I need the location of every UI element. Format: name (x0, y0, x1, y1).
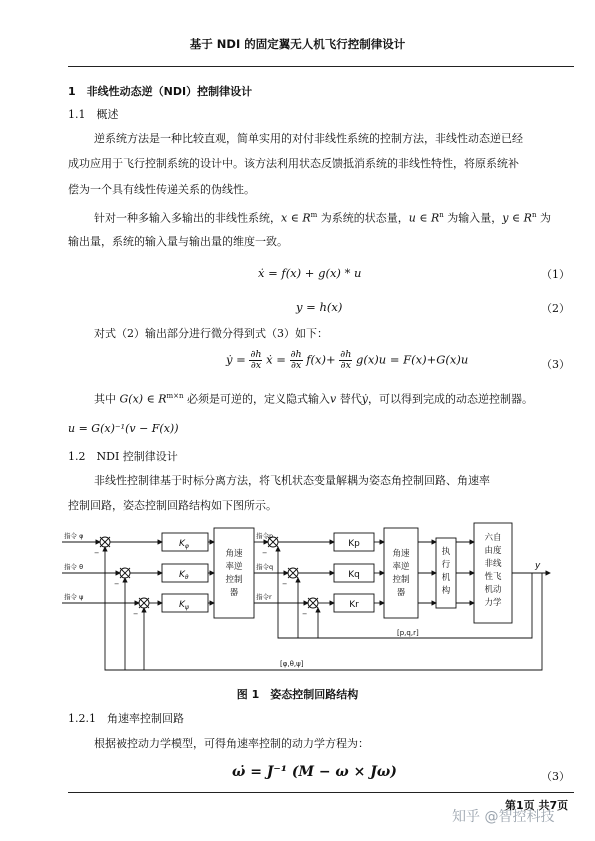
ctrl2-line2: 率逆 (392, 562, 410, 572)
page-number: 第1页 共7页 (505, 799, 569, 812)
eq3-frac2-den: ∂x (290, 360, 302, 371)
gain-k-psi-label: $K_\psi$ (179, 600, 189, 611)
minus-phi: − (94, 549, 100, 557)
eq3-lhs: ẏ = (226, 352, 246, 367)
G-domain: G(x) ∈ R (119, 392, 167, 406)
para1-line3: 偿为一个具有线性传递关系的伪线性。 (68, 183, 255, 196)
eq3-frac1-den: ∂x (250, 360, 262, 371)
ctrl1-line3: 控制 (225, 575, 243, 585)
cmd-r-label: 指令r (256, 593, 272, 601)
eq3-frac2-num: ∂h (290, 349, 302, 360)
v-symbol: v (330, 392, 337, 406)
ctrl1-line1: 角速 (225, 549, 243, 559)
dynamics-line1: 六自 (484, 533, 502, 543)
equation-1-number: （1） (541, 268, 570, 281)
dynamics-line5: 机动 (484, 585, 502, 595)
eq3-fraction-2 (290, 350, 303, 371)
y-domain: y ∈ R (502, 211, 532, 225)
section-1-heading: 1 非线性动态逆（NDI）控制律设计 (68, 85, 253, 98)
para4-text-b: 必须是可逆的，定义隐式输入 (187, 392, 331, 406)
section-1-2-1-heading: 1.2.1 角速率控制回路 (68, 712, 184, 725)
gain-kr-label: Kr (349, 600, 359, 610)
control-loop-diagram (62, 520, 552, 678)
ydot-symbol: ẏ (361, 392, 368, 406)
dynamics-line4: 性飞 (484, 572, 502, 582)
cmd-psi-label: 指令 ψ (64, 593, 84, 601)
para4-text-a: 其中 (94, 392, 116, 406)
eq3-mid1: ẋ = (266, 352, 286, 367)
eq3-frac3-den: ∂x (340, 360, 351, 371)
gain-kp-label: Kp (348, 539, 360, 549)
cmd-p-label: 指令p (256, 532, 274, 540)
eq3-fraction-1 (249, 350, 262, 371)
u-domain: u ∈ R (408, 211, 440, 225)
output-y-label: y (535, 561, 541, 571)
gain-k-phi-label: $K_\varphi$ (179, 539, 189, 550)
equation-3 (226, 350, 468, 371)
ctrl2-line1: 角速 (392, 549, 410, 559)
para3: 对式（2）输出部分进行微分得到式（3）如下： (94, 327, 328, 340)
actuator-line1: 执 (441, 547, 451, 557)
rate-inverse-controller-2-box (384, 528, 418, 618)
dynamics-line3: 非线 (484, 559, 502, 569)
dynamics-line2: 由度 (484, 546, 502, 556)
ctrl2-line3: 控制 (392, 575, 410, 585)
para2-text-c: 为输入量， (447, 211, 503, 225)
ctrl1-line4: 器 (229, 588, 239, 598)
running-header: 基于 NDI 的固定翼无人机飞行控制律设计 (189, 37, 406, 51)
para1-line2: 成功应用于飞行控制系统的设计中。该方法利用状态反馈抵消系统的非线性特性，将原系统补 (68, 157, 519, 170)
ctrl2-line4: 器 (396, 588, 406, 598)
eq3-mid2: f(x)+ (306, 352, 336, 367)
para2-text-d: 为 (539, 211, 551, 225)
y-domain-sup: n (531, 211, 537, 219)
para2-text-a: 针对一种多输入多输出的非线性系统， (94, 211, 281, 225)
para4-text-d: ，可以得到完成的动态逆控制器。 (367, 392, 533, 406)
actuator-line2: 行 (441, 560, 451, 570)
gain-kq-label: Kq (348, 570, 360, 580)
section-1-2-heading: 1.2 NDI 控制律设计 (68, 450, 178, 463)
cmd-theta-label: 指令 θ (64, 563, 84, 571)
minus-q: − (282, 580, 288, 588)
actuator-line3: 机 (441, 573, 451, 583)
para6: 根据被控动力学模型，可得角速率控制的动力学方程为： (94, 737, 369, 750)
minus-theta: − (114, 580, 120, 588)
cmd-phi-label: 指令 φ (64, 532, 84, 540)
equation-2-number: （2） (541, 302, 570, 315)
u-domain-sup: n (439, 211, 444, 219)
para4-text-c: 替代 (339, 392, 362, 406)
header-rule (68, 66, 574, 67)
cmd-q-label: 指令q (256, 563, 274, 571)
x-domain-sup: m (310, 211, 318, 219)
para4 (94, 390, 533, 406)
ctrl1-line2: 率逆 (225, 562, 243, 572)
eq3-tail: g(x)u = F(x)+G(x)u (355, 352, 469, 367)
para1-line1: 逆系统方法是一种比较直观，简单实用的对付非线性系统的控制方法，非线性动态逆已经 (94, 132, 523, 145)
figure-caption: 图 1 姿态控制回路结构 (236, 688, 359, 701)
para5-line1: 非线性控制律基于时标分离方法，将飞机状态变量解耦为姿态角控制回路、角速率 (94, 474, 490, 487)
minus-psi: − (133, 610, 139, 618)
minus-r: − (302, 610, 308, 618)
para2-line2: 输出量，系统的输入量与输出量的维度一致。 (68, 235, 288, 248)
equation-3-number: （3） (541, 358, 570, 371)
para2-line1 (94, 209, 551, 225)
x-domain: x ∈ R (281, 211, 311, 225)
para5-line2: 控制回路，姿态控制回路结构如下图所示。 (68, 499, 277, 512)
dynamics-line6: 力学 (484, 598, 502, 608)
actuator-line4: 构 (441, 586, 451, 596)
section-1-1-heading: 1.1 概述 (68, 108, 119, 121)
equation-4: ω̇ = J⁻¹ (M − ω × Jω) (232, 764, 397, 780)
eq3-frac3-num: ∂h (340, 349, 352, 360)
equation-2: y = h(x) (296, 300, 343, 314)
minus-p: − (262, 549, 268, 557)
para2-text-b: 为系统的状态量， (320, 211, 409, 225)
controller-equation: u = G(x)⁻¹(v − F(x)) (68, 422, 179, 435)
eq3-fraction-3 (339, 350, 352, 371)
feedback-attitude-label: [φ,θ,ψ] (280, 660, 304, 668)
equation-1: ẋ = f(x) + g(x) * u (258, 266, 362, 280)
watermark: 知乎 @智控科技 (452, 809, 555, 825)
G-domain-sup: m×n (166, 392, 184, 400)
equation-4-number: （3） (541, 770, 570, 783)
footer-rule (68, 792, 574, 793)
eq3-frac1-num: ∂h (250, 349, 262, 360)
rate-inverse-controller-1-box (214, 528, 254, 618)
feedback-pqr-label: [p,q,r] (397, 629, 419, 637)
gain-k-theta-label: $K_\theta$ (179, 570, 189, 581)
